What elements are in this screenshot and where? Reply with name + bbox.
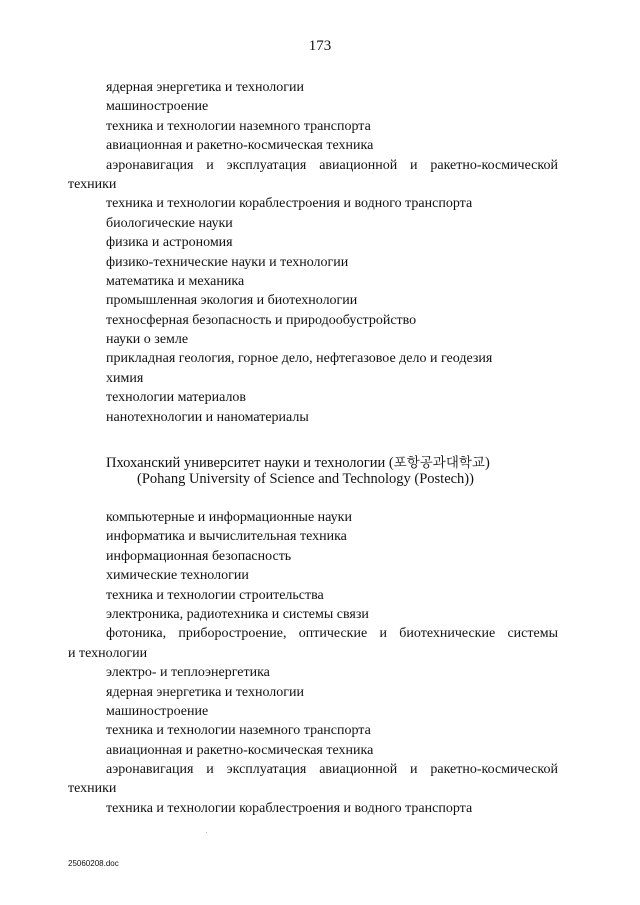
list-item-continuation: техники <box>68 176 117 192</box>
list-item: техносферная безопасность и природообустройство <box>106 312 417 328</box>
list-item-continuation: и технологии <box>68 645 148 661</box>
word: и <box>206 762 214 778</box>
university-name-ru: Пхоханский университет науки и технологии ( <box>106 455 394 471</box>
university-name-close: ) <box>484 455 490 471</box>
list-item: техника и технологии наземного транспорта <box>106 723 371 739</box>
word: аэронавигация <box>106 157 194 173</box>
list-item: электро- и теплоэнергетика <box>106 665 270 681</box>
list-item: техника и технологии кораблестроения и водного транспорта <box>106 196 473 212</box>
list-item <box>0 760 558 779</box>
footer-filename: 25060208.doc <box>68 859 119 868</box>
word: эксплуатация <box>226 762 307 778</box>
word: аэронавигация <box>106 762 194 778</box>
word: фотоника, <box>106 626 167 642</box>
list-item: математика и механика <box>106 273 245 289</box>
list-item: информационная безопасность <box>106 548 292 564</box>
list-item: ядерная энергетика и технологии <box>106 80 304 95</box>
university-name-ko: 포항공과대학교 <box>393 455 485 471</box>
list-item: физика и астрономия <box>106 235 233 251</box>
list-item: биологические науки <box>106 215 233 231</box>
list-item: техника и технологии кораблестроения и водного транспорта <box>106 800 473 816</box>
list-item: информатика и вычислительная техника <box>106 529 347 545</box>
list-item: авиационная и ракетно-космическая техника <box>106 138 374 154</box>
discipline-list-bottom <box>0 508 640 818</box>
discipline-list-top <box>0 78 640 427</box>
list-item: технологии материалов <box>106 390 247 406</box>
list-item: промышленная экология и биотехнологии <box>106 293 358 309</box>
word: ракетно-космической <box>430 762 558 778</box>
word: и <box>379 626 387 642</box>
word: ракетно-космической <box>430 157 558 173</box>
list-item: машиностроение <box>106 99 209 115</box>
list-item: ядерная энергетика и технологии <box>106 684 304 700</box>
list-item: авиационная и ракетно-космическая техника <box>106 742 374 758</box>
university-name <box>106 451 490 472</box>
list-item: науки о земле <box>106 332 189 348</box>
list-item: электроника, радиотехника и системы связи <box>106 606 369 622</box>
scan-speck <box>206 832 207 833</box>
word: приборостроение, <box>178 626 287 642</box>
page-number: 173 <box>308 38 332 54</box>
word: системы <box>507 626 558 642</box>
word: оптические <box>298 626 368 642</box>
word: и <box>206 157 214 173</box>
list-item: прикладная геология, горное дело, нефтегазовое дело и геодезия <box>106 351 493 367</box>
word: авиационной <box>319 157 398 173</box>
word: биотехнические <box>399 626 496 642</box>
list-item: физико-технические науки и технологии <box>106 254 349 270</box>
list-item <box>0 624 558 643</box>
list-item: техника и технологии наземного транспорта <box>106 118 371 134</box>
list-item-continuation: техники <box>68 781 117 797</box>
list-item <box>0 156 558 175</box>
word: эксплуатация <box>226 157 307 173</box>
list-item: химия <box>106 370 144 386</box>
university-name-en: (Pohang University of Science and Technology (Postech)) <box>137 471 474 487</box>
list-item: компьютерные и информационные науки <box>106 510 352 525</box>
list-item: машиностроение <box>106 703 209 719</box>
word: авиационной <box>319 762 398 778</box>
word: и <box>410 762 418 778</box>
list-item: нанотехнологии и наноматериалы <box>106 409 309 425</box>
list-item: химические технологии <box>106 568 249 584</box>
list-item: техника и технологии строительства <box>106 587 324 603</box>
word: и <box>410 157 418 173</box>
